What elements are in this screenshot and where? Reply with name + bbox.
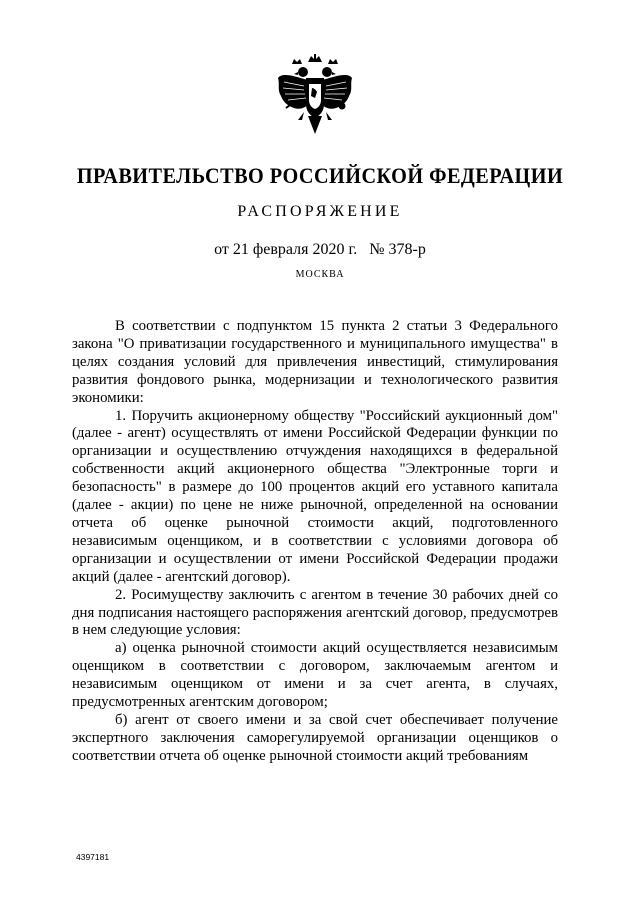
document-body xyxy=(72,318,558,766)
paragraph-2: 2. Росимуществу заключить с агентом в течение 30 рабочих дней со дня подписания настоящего распоряжения агентский договор, предусмотрев в нем следующие условия: xyxy=(72,586,558,639)
coat-of-arms-icon xyxy=(274,50,356,140)
document-code: 4397181 xyxy=(76,852,110,862)
paragraph-1: 1. Поручить акционерному обществу "Российский аукционный дом" (далее - агент) осуществлять от имени Российской Федерации функции по организации и осуществлению отчуждения находящихся в федеральной собственности акций акционерного общества "Электронные торги и безопасность" в размере до 100 процентов акций его уставного капитала (далее - акции) по цене не ниже рыночной, определенной на основании отчета об оценке рыночной стоимости акций, подготовленного независимым оценщиком, и в соответствии с условиями договора об организации и осуществлении от имени Российской Федерации продажи акций (далее - агентский договор). xyxy=(72,407,558,585)
date-line xyxy=(0,241,640,259)
city-name: МОСКВА xyxy=(295,269,345,280)
government-title: ПРАВИТЕЛЬСТВО РОССИЙСКОЙ ФЕДЕРАЦИИ xyxy=(76,163,564,188)
paragraph-2b: б) агент от своего имени и за свой счет обеспечивает получение экспертного заключения саморегулируемой организации оценщиков о соответствии отчета об оценке рыночной стоимости акций требованиям xyxy=(72,711,558,764)
preamble-paragraph: В соответствии с подпунктом 15 пункта 2 статьи 3 Федерального закона "О приватизации государственного и муниципального имущества" в целях создания условий для привлечения инвестиций, стимулирования развития фондового рынка, модернизации и технологического развития экономики: xyxy=(72,318,558,406)
document-date: от 21 февраля 2020 г. xyxy=(214,241,358,258)
document-type: РАСПОРЯЖЕНИЕ xyxy=(237,203,403,220)
document-number: № 378-р xyxy=(369,241,426,258)
paragraph-2a: а) оценка рыночной стоимости акций осуществляется независимым оценщиком в соответствии с договором, заключаемым агентом и независимым оценщиком от имени и за счет агента, в случаях, предусмотренных агентским договором; xyxy=(72,640,558,711)
